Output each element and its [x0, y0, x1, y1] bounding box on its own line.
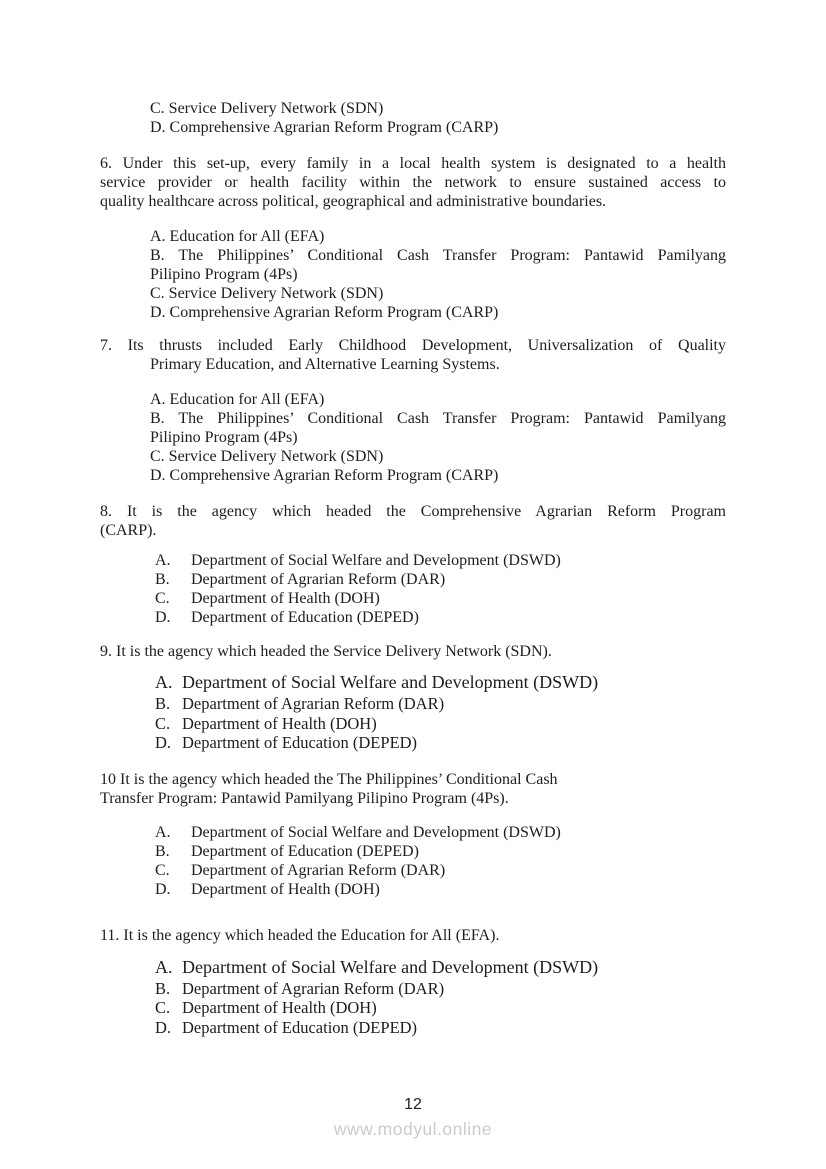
option-letter: B.: [155, 978, 171, 998]
option-text: Department of Health (DOH): [191, 880, 380, 898]
option-letter: C.: [155, 590, 170, 607]
question-text-line: 10 It is the agency which headed the The Philippines’ Conditional Cash: [100, 770, 558, 788]
question-text-line: 8. It is the agency which headed the Comprehensive Agrarian Reform Program: [100, 503, 726, 520]
option-line: A. Education for All (EFA): [150, 228, 325, 245]
option-line: C. Service Delivery Network (SDN): [150, 448, 384, 465]
question-text-line: service provider or health facility within the network to ensure sustained access to: [100, 174, 726, 191]
option-row: [155, 861, 726, 880]
question-11: [100, 926, 726, 945]
question-text-line: 9. It is the agency which headed the Service Delivery Network (SDN).: [100, 643, 552, 660]
question-text-line: Transfer Program: Pantawid Pamilyang Pilipino Program (4Ps).: [100, 789, 509, 807]
option-text: Department of Agrarian Reform (DAR): [182, 694, 445, 713]
option-text: Department of Social Welfare and Development (DSWD): [182, 672, 599, 692]
option-letter: A.: [155, 823, 171, 841]
option-row: [155, 589, 726, 608]
option-text: Department of Health (DOH): [182, 713, 377, 733]
option-letter: B.: [155, 694, 171, 713]
question-8: [100, 502, 726, 540]
question-9: [100, 642, 726, 661]
option-text: Department of Health (DOH): [191, 590, 380, 607]
question-text-line: 6. Under this set-up, every family in a local health system is designated to a health: [100, 155, 726, 172]
question-10-options: [155, 823, 726, 899]
option-line: D. Comprehensive Agrarian Reform Program (CARP): [150, 467, 499, 484]
option-row: [155, 1018, 726, 1038]
option-letter: D.: [155, 1017, 172, 1037]
option-row: [155, 608, 726, 627]
question-9-options: [155, 671, 726, 753]
option-row: [155, 570, 726, 589]
option-text: Department of Agrarian Reform (DAR): [191, 861, 446, 879]
option-text: Department of Education (DEPED): [191, 609, 419, 626]
option-text: Department of Social Welfare and Development (DSWD): [191, 552, 561, 569]
question-6-options: [150, 227, 726, 322]
option-line: B. The Philippines’ Conditional Cash Transfer Program: Pantawid Pamilyang: [150, 410, 726, 427]
option-text: Department of Social Welfare and Development (DSWD): [182, 956, 599, 977]
page-number: 12: [404, 1096, 422, 1113]
option-letter: C.: [155, 861, 170, 879]
question-6: [100, 154, 726, 211]
option-letter: B.: [155, 842, 170, 860]
option-line: Pilipino Program (4Ps): [150, 429, 298, 446]
page-content: [100, 99, 726, 1037]
option-line: B. The Philippines’ Conditional Cash Transfer Program: Pantawid Pamilyang: [150, 247, 726, 264]
option-letter: A.: [155, 552, 171, 569]
website-watermark: www.modyul.online: [333, 1119, 493, 1139]
option-line: D. Comprehensive Agrarian Reform Program (CARP): [150, 304, 499, 321]
carryover-options: [150, 99, 726, 137]
option-row: [155, 694, 726, 714]
option-text: Department of Education (DEPED): [182, 1017, 418, 1037]
option-row: [155, 714, 726, 734]
question-text-line: 7. Its thrusts included Early Childhood Development, Universalization of Quality: [100, 337, 726, 354]
option-letter: A.: [155, 672, 173, 692]
option-text: Department of Social Welfare and Development (DSWD): [191, 823, 561, 841]
option-row: [155, 733, 726, 753]
question-7: [100, 336, 726, 374]
option-row: [155, 842, 726, 861]
option-row: [155, 823, 726, 842]
question-10: [100, 770, 726, 808]
option-row: [155, 956, 726, 979]
option-text: Department of Agrarian Reform (DAR): [191, 571, 446, 588]
option-row: [155, 551, 726, 570]
option-line: A. Education for All (EFA): [150, 391, 325, 408]
carryover-option-line: C. Service Delivery Network (SDN): [150, 100, 384, 117]
question-7-options: [150, 390, 726, 485]
option-letter: D.: [155, 733, 172, 752]
option-letter: D.: [155, 609, 171, 626]
option-line: C. Service Delivery Network (SDN): [150, 285, 384, 302]
option-text: Department of Education (DEPED): [191, 842, 419, 860]
option-row: [155, 979, 726, 999]
option-letter: D.: [155, 880, 171, 898]
option-letter: B.: [155, 571, 170, 588]
question-11-options: [155, 956, 726, 1038]
option-letter: A.: [155, 956, 173, 977]
question-text-line: Primary Education, and Alternative Learning Systems.: [150, 356, 500, 373]
question-text-line: 11. It is the agency which headed the Education for All (EFA).: [100, 926, 500, 944]
question-8-options: [155, 551, 726, 627]
question-text-line: quality healthcare across political, geographical and administrative boundaries.: [100, 193, 607, 210]
option-row: [155, 880, 726, 899]
option-row: [155, 998, 726, 1018]
option-letter: C.: [155, 998, 171, 1017]
carryover-option-line: D. Comprehensive Agrarian Reform Program (CARP): [150, 119, 499, 136]
option-row: [155, 671, 726, 694]
option-letter: C.: [155, 713, 171, 733]
question-text-line: (CARP).: [100, 522, 157, 539]
option-text: Department of Agrarian Reform (DAR): [182, 978, 445, 998]
option-line: Pilipino Program (4Ps): [150, 266, 298, 283]
option-text: Department of Education (DEPED): [182, 733, 418, 752]
option-text: Department of Health (DOH): [182, 998, 377, 1017]
